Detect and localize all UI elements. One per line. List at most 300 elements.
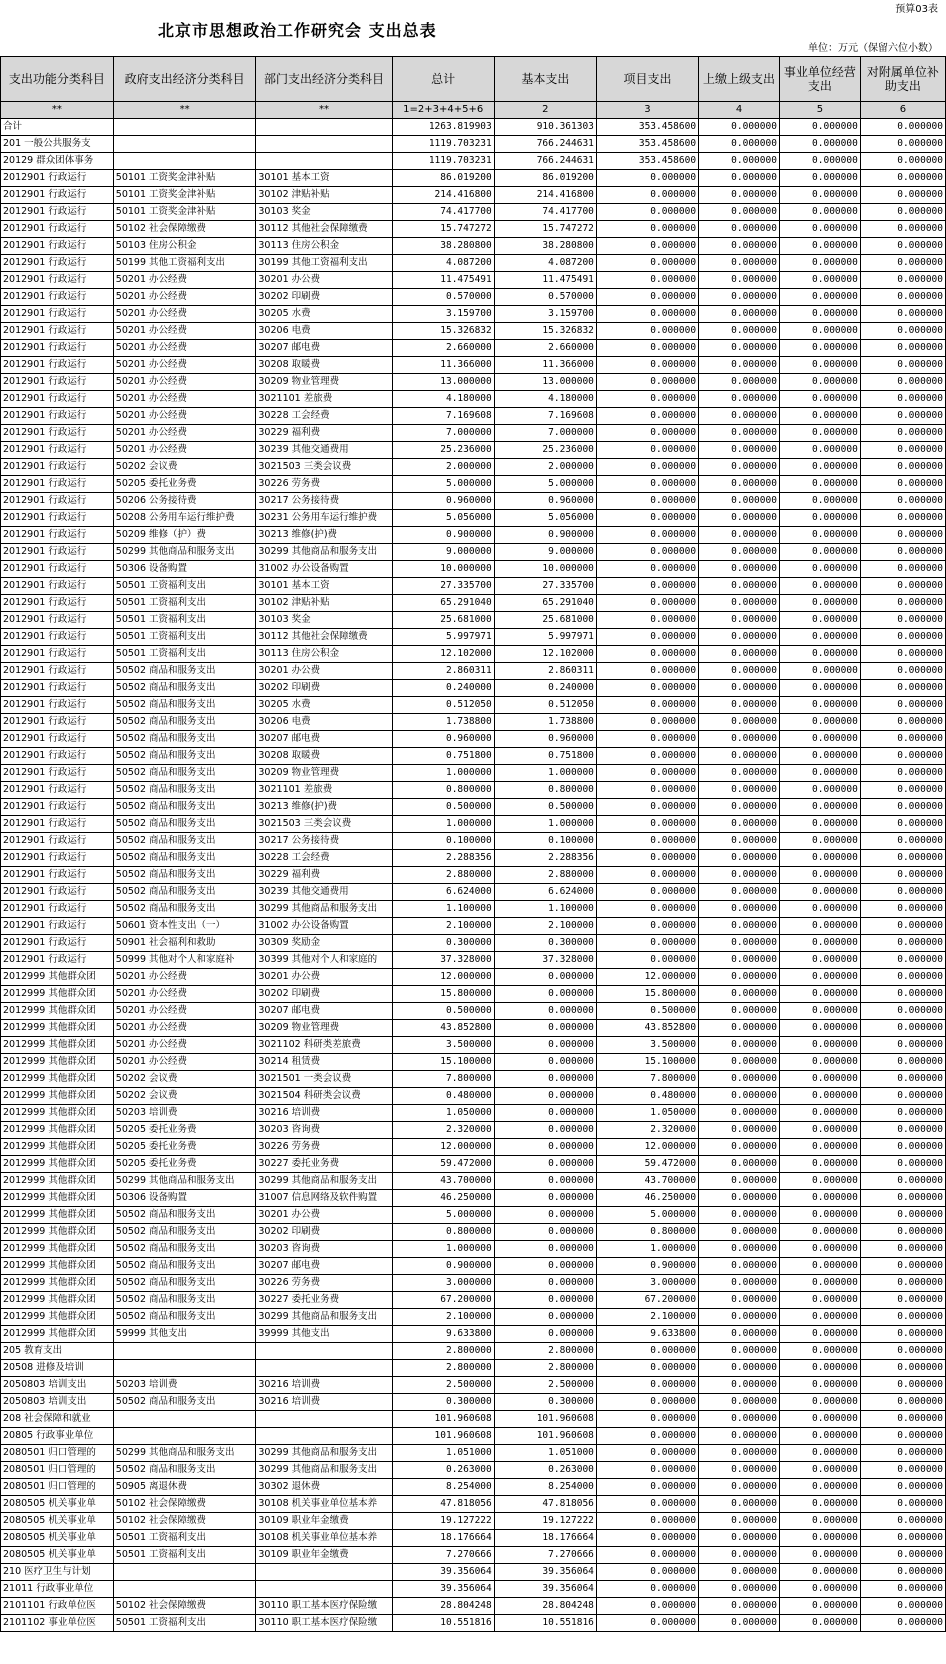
category-cell: 2012901 行政运行 bbox=[1, 272, 114, 289]
category-cell: 2012999 其他群众团 bbox=[1, 1224, 114, 1241]
category-cell: 2012901 行政运行 bbox=[1, 918, 114, 935]
table-row bbox=[1, 1326, 946, 1343]
category-cell: 30213 维修(护)费 bbox=[256, 799, 392, 816]
amount-cell: 0.000000 bbox=[860, 1360, 945, 1377]
amount-cell: 0.000000 bbox=[779, 612, 860, 629]
amount-cell: 0.000000 bbox=[779, 765, 860, 782]
category-cell: 2012901 行政运行 bbox=[1, 459, 114, 476]
table-row bbox=[1, 1615, 946, 1632]
amount-cell: 0.300000 bbox=[494, 935, 596, 952]
table-row bbox=[1, 527, 946, 544]
table-row bbox=[1, 1564, 946, 1581]
amount-cell: 101.960608 bbox=[392, 1411, 494, 1428]
category-cell: 2012901 行政运行 bbox=[1, 935, 114, 952]
amount-cell: 0.000000 bbox=[860, 1156, 945, 1173]
amount-cell: 1119.703231 bbox=[392, 153, 494, 170]
amount-cell: 0.000000 bbox=[596, 884, 698, 901]
amount-cell: 28.804248 bbox=[494, 1598, 596, 1615]
category-cell bbox=[113, 1360, 256, 1377]
category-cell: 30199 其他工资福利支出 bbox=[256, 255, 392, 272]
index-cell: 3 bbox=[596, 102, 698, 119]
amount-cell: 11.366000 bbox=[392, 357, 494, 374]
amount-cell: 0.000000 bbox=[699, 578, 780, 595]
category-cell: 2012901 行政运行 bbox=[1, 357, 114, 374]
amount-cell: 13.000000 bbox=[494, 374, 596, 391]
amount-cell: 38.280800 bbox=[392, 238, 494, 255]
category-cell: 50502 商品和服务支出 bbox=[113, 1207, 256, 1224]
amount-cell: 12.000000 bbox=[596, 969, 698, 986]
category-cell: 2012999 其他群众团 bbox=[1, 1258, 114, 1275]
amount-cell: 0.000000 bbox=[779, 204, 860, 221]
table-row bbox=[1, 1377, 946, 1394]
amount-cell: 0.000000 bbox=[779, 1360, 860, 1377]
category-cell: 50502 商品和服务支出 bbox=[113, 1309, 256, 1326]
amount-cell: 0.000000 bbox=[596, 1428, 698, 1445]
table-row bbox=[1, 1496, 946, 1513]
category-cell: 2012901 行政运行 bbox=[1, 544, 114, 561]
amount-cell: 0.000000 bbox=[779, 629, 860, 646]
table-row bbox=[1, 476, 946, 493]
category-cell: 50201 办公经费 bbox=[113, 323, 256, 340]
amount-cell: 0.000000 bbox=[779, 1615, 860, 1632]
category-cell: 2012999 其他群众团 bbox=[1, 1292, 114, 1309]
amount-cell: 1.051000 bbox=[392, 1445, 494, 1462]
amount-cell: 0.000000 bbox=[494, 1156, 596, 1173]
amount-cell: 0.000000 bbox=[779, 221, 860, 238]
table-row bbox=[1, 697, 946, 714]
category-cell: 50502 商品和服务支出 bbox=[113, 1258, 256, 1275]
amount-cell: 3.159700 bbox=[392, 306, 494, 323]
amount-cell: 0.000000 bbox=[779, 748, 860, 765]
category-cell: 50502 商品和服务支出 bbox=[113, 782, 256, 799]
amount-cell: 0.000000 bbox=[860, 561, 945, 578]
amount-cell: 0.000000 bbox=[860, 221, 945, 238]
category-cell: 2012999 其他群众团 bbox=[1, 1088, 114, 1105]
table-row bbox=[1, 731, 946, 748]
amount-cell: 6.624000 bbox=[392, 884, 494, 901]
table-row bbox=[1, 1411, 946, 1428]
amount-cell: 0.000000 bbox=[596, 578, 698, 595]
amount-cell: 0.000000 bbox=[596, 1564, 698, 1581]
amount-cell: 0.000000 bbox=[779, 578, 860, 595]
amount-cell: 0.800000 bbox=[494, 782, 596, 799]
category-cell: 50101 工资奖金津补贴 bbox=[113, 204, 256, 221]
category-cell: 2012901 行政运行 bbox=[1, 680, 114, 697]
amount-cell: 18.176664 bbox=[392, 1530, 494, 1547]
header-row bbox=[1, 57, 946, 102]
table-row bbox=[1, 986, 946, 1003]
amount-cell: 0.000000 bbox=[779, 1105, 860, 1122]
amount-cell: 0.000000 bbox=[860, 765, 945, 782]
category-cell: 2012901 行政运行 bbox=[1, 442, 114, 459]
table-row bbox=[1, 799, 946, 816]
amount-cell: 0.000000 bbox=[699, 1462, 780, 1479]
amount-cell: 0.000000 bbox=[860, 935, 945, 952]
amount-cell: 0.000000 bbox=[779, 1377, 860, 1394]
category-cell: 50205 委托业务费 bbox=[113, 1122, 256, 1139]
amount-cell: 0.000000 bbox=[494, 1020, 596, 1037]
amount-cell: 1.050000 bbox=[596, 1105, 698, 1122]
amount-cell: 0.000000 bbox=[596, 255, 698, 272]
category-cell: 50102 社会保障缴费 bbox=[113, 1513, 256, 1530]
table-row bbox=[1, 1445, 946, 1462]
amount-cell: 0.300000 bbox=[494, 1394, 596, 1411]
amount-cell: 0.000000 bbox=[699, 1394, 780, 1411]
category-cell: 50201 办公经费 bbox=[113, 1020, 256, 1037]
table-row bbox=[1, 238, 946, 255]
amount-cell: 19.127222 bbox=[494, 1513, 596, 1530]
amount-cell: 0.500000 bbox=[596, 1003, 698, 1020]
amount-cell: 0.000000 bbox=[779, 595, 860, 612]
amount-cell: 1.051000 bbox=[494, 1445, 596, 1462]
col-header: 总计 bbox=[392, 57, 494, 102]
amount-cell: 0.000000 bbox=[596, 714, 698, 731]
category-cell: 30299 其他商品和服务支出 bbox=[256, 1462, 392, 1479]
amount-cell: 0.100000 bbox=[494, 833, 596, 850]
category-cell: 2012901 行政运行 bbox=[1, 476, 114, 493]
amount-cell: 0.000000 bbox=[699, 901, 780, 918]
amount-cell: 0.000000 bbox=[596, 510, 698, 527]
amount-cell: 0.000000 bbox=[860, 697, 945, 714]
amount-cell: 5.000000 bbox=[392, 476, 494, 493]
amount-cell: 0.000000 bbox=[494, 1326, 596, 1343]
table-row bbox=[1, 1479, 946, 1496]
category-cell: 31002 办公设备购置 bbox=[256, 918, 392, 935]
category-cell: 30202 印刷费 bbox=[256, 289, 392, 306]
amount-cell: 9.000000 bbox=[392, 544, 494, 561]
amount-cell: 0.000000 bbox=[779, 1122, 860, 1139]
amount-cell: 0.000000 bbox=[860, 527, 945, 544]
amount-cell: 39.356064 bbox=[392, 1564, 494, 1581]
category-cell: 2012901 行政运行 bbox=[1, 255, 114, 272]
amount-cell: 2.880000 bbox=[392, 867, 494, 884]
amount-cell: 0.000000 bbox=[779, 867, 860, 884]
amount-cell: 0.000000 bbox=[779, 170, 860, 187]
amount-cell: 2.000000 bbox=[494, 459, 596, 476]
index-cell: 6 bbox=[860, 102, 945, 119]
category-cell: 2012999 其他群众团 bbox=[1, 1309, 114, 1326]
category-cell: 2050803 培训支出 bbox=[1, 1377, 114, 1394]
table-row bbox=[1, 1581, 946, 1598]
amount-cell: 0.900000 bbox=[494, 527, 596, 544]
amount-cell: 0.000000 bbox=[596, 238, 698, 255]
amount-cell: 0.000000 bbox=[860, 799, 945, 816]
amount-cell: 74.417700 bbox=[392, 204, 494, 221]
category-cell: 30205 水费 bbox=[256, 697, 392, 714]
amount-cell: 0.000000 bbox=[779, 1071, 860, 1088]
category-cell: 2012999 其他群众团 bbox=[1, 1037, 114, 1054]
amount-cell: 0.000000 bbox=[699, 136, 780, 153]
amount-cell: 25.681000 bbox=[392, 612, 494, 629]
category-cell: 30206 电费 bbox=[256, 714, 392, 731]
category-cell bbox=[113, 153, 256, 170]
category-cell: 2012999 其他群众团 bbox=[1, 969, 114, 986]
amount-cell: 0.000000 bbox=[860, 204, 945, 221]
amount-cell: 0.000000 bbox=[596, 1394, 698, 1411]
amount-cell: 0.000000 bbox=[779, 306, 860, 323]
amount-cell: 0.000000 bbox=[860, 833, 945, 850]
category-cell: 50201 办公经费 bbox=[113, 408, 256, 425]
category-cell: 210 医疗卫生与计划 bbox=[1, 1564, 114, 1581]
amount-cell: 0.000000 bbox=[699, 493, 780, 510]
amount-cell: 2.288356 bbox=[494, 850, 596, 867]
amount-cell: 0.000000 bbox=[699, 1615, 780, 1632]
amount-cell: 0.000000 bbox=[860, 1122, 945, 1139]
table-row bbox=[1, 374, 946, 391]
amount-cell: 0.000000 bbox=[699, 1377, 780, 1394]
amount-cell: 0.000000 bbox=[860, 323, 945, 340]
amount-cell: 0.000000 bbox=[699, 442, 780, 459]
amount-cell: 0.000000 bbox=[699, 697, 780, 714]
table-row bbox=[1, 629, 946, 646]
amount-cell: 1.000000 bbox=[494, 765, 596, 782]
category-cell: 50502 商品和服务支出 bbox=[113, 833, 256, 850]
amount-cell: 0.000000 bbox=[779, 323, 860, 340]
amount-cell: 86.019200 bbox=[494, 170, 596, 187]
amount-cell: 1.000000 bbox=[596, 1241, 698, 1258]
category-cell: 50202 会议费 bbox=[113, 1088, 256, 1105]
amount-cell: 0.000000 bbox=[860, 306, 945, 323]
category-cell: 50202 会议费 bbox=[113, 1071, 256, 1088]
amount-cell: 0.000000 bbox=[860, 1224, 945, 1241]
amount-cell: 10.551816 bbox=[392, 1615, 494, 1632]
category-cell bbox=[113, 1411, 256, 1428]
table-row bbox=[1, 663, 946, 680]
table-row bbox=[1, 187, 946, 204]
amount-cell: 0.000000 bbox=[860, 238, 945, 255]
amount-cell: 0.000000 bbox=[779, 1530, 860, 1547]
table-row bbox=[1, 255, 946, 272]
category-cell: 2012999 其他群众团 bbox=[1, 1020, 114, 1037]
amount-cell: 0.000000 bbox=[699, 391, 780, 408]
category-cell: 2080501 归口管理的 bbox=[1, 1479, 114, 1496]
amount-cell: 0.000000 bbox=[860, 153, 945, 170]
amount-cell: 0.000000 bbox=[860, 340, 945, 357]
category-cell: 50201 办公经费 bbox=[113, 425, 256, 442]
category-cell bbox=[256, 119, 392, 136]
amount-cell: 0.000000 bbox=[699, 374, 780, 391]
category-cell: 30103 奖金 bbox=[256, 204, 392, 221]
amount-cell: 74.417700 bbox=[494, 204, 596, 221]
amount-cell: 0.000000 bbox=[596, 1496, 698, 1513]
amount-cell: 0.000000 bbox=[779, 272, 860, 289]
amount-cell: 43.700000 bbox=[596, 1173, 698, 1190]
amount-cell: 0.000000 bbox=[494, 1122, 596, 1139]
amount-cell: 0.000000 bbox=[596, 527, 698, 544]
amount-cell: 0.000000 bbox=[860, 476, 945, 493]
category-cell: 2012999 其他群众团 bbox=[1, 1156, 114, 1173]
amount-cell: 2.288356 bbox=[392, 850, 494, 867]
amount-cell: 2.320000 bbox=[596, 1122, 698, 1139]
category-cell: 50201 办公经费 bbox=[113, 442, 256, 459]
amount-cell: 0.000000 bbox=[699, 1071, 780, 1088]
col-header: 项目支出 bbox=[596, 57, 698, 102]
amount-cell: 0.000000 bbox=[699, 850, 780, 867]
category-cell: 30217 公务接待费 bbox=[256, 833, 392, 850]
category-cell: 50201 办公经费 bbox=[113, 1003, 256, 1020]
amount-cell: 0.000000 bbox=[779, 1241, 860, 1258]
col-header: 对附属单位补助支出 bbox=[860, 57, 945, 102]
category-cell: 30202 印刷费 bbox=[256, 986, 392, 1003]
amount-cell: 37.328000 bbox=[494, 952, 596, 969]
amount-cell: 0.000000 bbox=[494, 1275, 596, 1292]
category-cell: 30108 机关事业单位基本养 bbox=[256, 1530, 392, 1547]
amount-cell: 28.804248 bbox=[392, 1598, 494, 1615]
amount-cell: 0.800000 bbox=[596, 1224, 698, 1241]
amount-cell: 65.291040 bbox=[494, 595, 596, 612]
amount-cell: 2.500000 bbox=[494, 1377, 596, 1394]
category-cell: 59999 其他支出 bbox=[113, 1326, 256, 1343]
category-cell: 50203 培训费 bbox=[113, 1377, 256, 1394]
amount-cell: 39.356064 bbox=[392, 1581, 494, 1598]
amount-cell: 0.000000 bbox=[779, 1190, 860, 1207]
amount-cell: 10.551816 bbox=[494, 1615, 596, 1632]
amount-cell: 0.000000 bbox=[596, 1479, 698, 1496]
amount-cell: 0.000000 bbox=[699, 1445, 780, 1462]
category-cell: 2012999 其他群众团 bbox=[1, 1173, 114, 1190]
amount-cell: 0.000000 bbox=[779, 1581, 860, 1598]
amount-cell: 0.000000 bbox=[699, 119, 780, 136]
category-cell: 3021101 差旅费 bbox=[256, 782, 392, 799]
category-cell: 50501 工资福利支出 bbox=[113, 612, 256, 629]
amount-cell: 0.000000 bbox=[779, 1156, 860, 1173]
amount-cell: 0.570000 bbox=[392, 289, 494, 306]
amount-cell: 0.000000 bbox=[779, 1139, 860, 1156]
category-cell: 50201 办公经费 bbox=[113, 289, 256, 306]
category-cell: 50209 维修（护）费 bbox=[113, 527, 256, 544]
amount-cell: 0.000000 bbox=[699, 1496, 780, 1513]
table-row bbox=[1, 153, 946, 170]
amount-cell: 46.250000 bbox=[392, 1190, 494, 1207]
category-cell: 21011 行政事业单位 bbox=[1, 1581, 114, 1598]
amount-cell: 0.000000 bbox=[596, 1615, 698, 1632]
category-cell: 50201 办公经费 bbox=[113, 272, 256, 289]
amount-cell: 0.000000 bbox=[860, 867, 945, 884]
amount-cell: 12.102000 bbox=[392, 646, 494, 663]
amount-cell: 0.500000 bbox=[392, 799, 494, 816]
amount-cell: 0.000000 bbox=[699, 204, 780, 221]
amount-cell: 15.747272 bbox=[494, 221, 596, 238]
amount-cell: 0.263000 bbox=[392, 1462, 494, 1479]
category-cell: 30108 机关事业单位基本养 bbox=[256, 1496, 392, 1513]
amount-cell: 214.416800 bbox=[494, 187, 596, 204]
amount-cell: 0.000000 bbox=[596, 612, 698, 629]
category-cell: 2012901 行政运行 bbox=[1, 391, 114, 408]
category-cell bbox=[256, 1343, 392, 1360]
amount-cell: 0.000000 bbox=[860, 1190, 945, 1207]
amount-cell: 0.000000 bbox=[596, 391, 698, 408]
amount-cell: 0.263000 bbox=[494, 1462, 596, 1479]
amount-cell: 0.000000 bbox=[596, 935, 698, 952]
amount-cell: 0.000000 bbox=[860, 816, 945, 833]
amount-cell: 0.000000 bbox=[779, 986, 860, 1003]
table-row bbox=[1, 782, 946, 799]
amount-cell: 0.000000 bbox=[860, 1547, 945, 1564]
amount-cell: 37.328000 bbox=[392, 952, 494, 969]
category-cell bbox=[113, 1564, 256, 1581]
amount-cell: 0.000000 bbox=[596, 1513, 698, 1530]
amount-cell: 0.000000 bbox=[860, 1275, 945, 1292]
category-cell: 30299 其他商品和服务支出 bbox=[256, 544, 392, 561]
amount-cell: 0.000000 bbox=[860, 1462, 945, 1479]
amount-cell: 0.000000 bbox=[860, 1292, 945, 1309]
amount-cell: 0.000000 bbox=[699, 510, 780, 527]
amount-cell: 0.000000 bbox=[699, 782, 780, 799]
amount-cell: 0.000000 bbox=[699, 459, 780, 476]
amount-cell: 0.000000 bbox=[596, 1411, 698, 1428]
amount-cell: 214.416800 bbox=[392, 187, 494, 204]
category-cell: 2012901 行政运行 bbox=[1, 493, 114, 510]
amount-cell: 0.000000 bbox=[494, 1190, 596, 1207]
category-cell: 30209 物业管理费 bbox=[256, 1020, 392, 1037]
category-cell: 50502 商品和服务支出 bbox=[113, 680, 256, 697]
amount-cell: 0.100000 bbox=[392, 833, 494, 850]
amount-cell: 0.000000 bbox=[779, 799, 860, 816]
index-cell: ** bbox=[256, 102, 392, 119]
amount-cell: 0.000000 bbox=[779, 238, 860, 255]
category-cell: 2012901 行政运行 bbox=[1, 867, 114, 884]
amount-cell: 0.000000 bbox=[779, 187, 860, 204]
amount-cell: 39.356064 bbox=[494, 1581, 596, 1598]
amount-cell: 0.000000 bbox=[699, 748, 780, 765]
amount-cell: 0.000000 bbox=[596, 765, 698, 782]
amount-cell: 0.000000 bbox=[860, 119, 945, 136]
amount-cell: 353.458600 bbox=[596, 153, 698, 170]
amount-cell: 5.997971 bbox=[494, 629, 596, 646]
amount-cell: 11.475491 bbox=[494, 272, 596, 289]
amount-cell: 0.240000 bbox=[392, 680, 494, 697]
amount-cell: 0.000000 bbox=[699, 1513, 780, 1530]
amount-cell: 1.738800 bbox=[494, 714, 596, 731]
category-cell: 20129 群众团体事务 bbox=[1, 153, 114, 170]
category-cell: 2012999 其他群众团 bbox=[1, 1207, 114, 1224]
category-cell: 30302 退休费 bbox=[256, 1479, 392, 1496]
category-cell: 50502 商品和服务支出 bbox=[113, 816, 256, 833]
amount-cell: 0.960000 bbox=[494, 493, 596, 510]
amount-cell: 0.000000 bbox=[494, 1207, 596, 1224]
category-cell: 2012999 其他群众团 bbox=[1, 1275, 114, 1292]
category-cell: 50501 工资福利支出 bbox=[113, 1547, 256, 1564]
amount-cell: 0.000000 bbox=[699, 357, 780, 374]
amount-cell: 0.000000 bbox=[860, 629, 945, 646]
category-cell: 30299 其他商品和服务支出 bbox=[256, 1309, 392, 1326]
amount-cell: 0.000000 bbox=[860, 969, 945, 986]
amount-cell: 0.000000 bbox=[699, 527, 780, 544]
amount-cell: 101.960608 bbox=[392, 1428, 494, 1445]
amount-cell: 0.000000 bbox=[699, 1258, 780, 1275]
amount-cell: 2.000000 bbox=[392, 459, 494, 476]
amount-cell: 0.000000 bbox=[779, 901, 860, 918]
category-cell: 2012901 行政运行 bbox=[1, 408, 114, 425]
category-cell: 30227 委托业务费 bbox=[256, 1292, 392, 1309]
table-row bbox=[1, 1258, 946, 1275]
amount-cell: 0.000000 bbox=[699, 340, 780, 357]
amount-cell: 27.335700 bbox=[494, 578, 596, 595]
category-cell: 30203 咨询费 bbox=[256, 1241, 392, 1258]
category-cell: 3021101 差旅费 bbox=[256, 391, 392, 408]
category-cell: 2012999 其他群众团 bbox=[1, 1241, 114, 1258]
table-row bbox=[1, 442, 946, 459]
amount-cell: 0.000000 bbox=[494, 1071, 596, 1088]
amount-cell: 59.472000 bbox=[392, 1156, 494, 1173]
amount-cell: 9.633800 bbox=[392, 1326, 494, 1343]
amount-cell: 0.000000 bbox=[699, 1054, 780, 1071]
amount-cell: 7.169608 bbox=[494, 408, 596, 425]
amount-cell: 0.000000 bbox=[779, 255, 860, 272]
amount-cell: 0.000000 bbox=[779, 1309, 860, 1326]
amount-cell: 0.000000 bbox=[779, 1547, 860, 1564]
amount-cell: 0.000000 bbox=[596, 561, 698, 578]
